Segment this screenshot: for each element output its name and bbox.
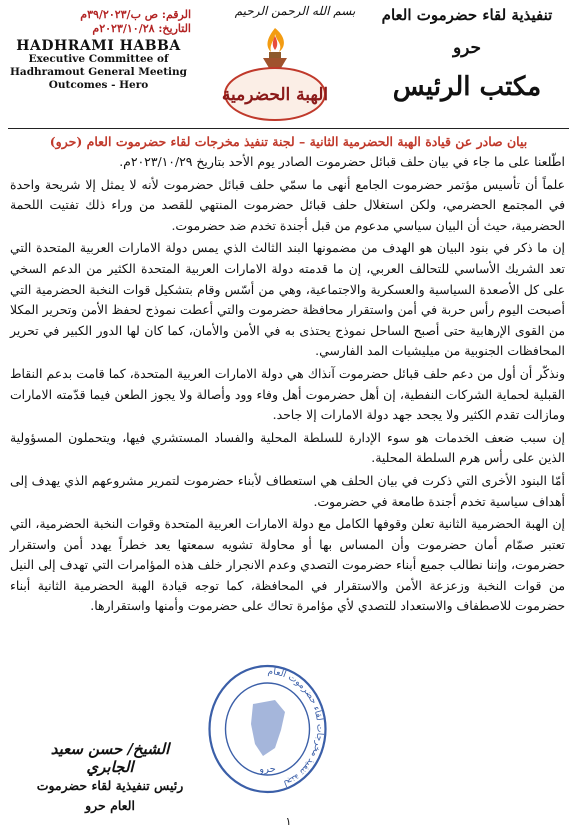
header-divider [8, 128, 569, 129]
paragraph: اطّلعنا على ما جاء في بيان حلف قبائل حضرموت الصادر يوم الأحد بتاريخ ٢٠٢٣/١٠/٢٩م. [119, 154, 565, 169]
paragraph: ونذكّر أن أول من دعم حلف قبائل حضرموت آنذاك هي دولة الامارات العربية المتحدة، كما قامت بدعم النقاط القبلية لحماية الشركات النفطية، إن أهل حضرموت أهل وفاء وود وأصالة ولا يجوز الطعن فيما قدّمته الامارات ومازالت تقدم الكثير ولا يجحد جهد دولة الامارات إلا جاحد. [10, 365, 565, 423]
statement-body [10, 152, 565, 619]
english-title: HADHRAMI HABBA [16, 38, 181, 54]
paragraph: علماً أن تأسيس مؤتمر حضرموت الجامع أنهى ما سمّي حلف قبائل حضرموت لأنه لا يمثل إلا شريحة واحدة في المجتمع الحضرمي، ولكن استغلال حلف قبائل حضرموت المنتهي للقصد من وراء ذلك تفتيت اللحمة الحضرمية، حيث أن البيان سياسي مدعوم من قبل أجندة تخدم ضد حضرموت. [10, 176, 565, 233]
paragraph: إن الهبة الحضرمية الثانية تعلن وقوفها الكامل مع دولة الامارات العربية المتحدة وقوات النخبة الحضرمية، التي تعتبر صمّام أمان حضرموت وأن المساس بها أو محاولة تشويه سمعتها يعد خطراً يهدد أمن واستقرار حضرموت، وإننا نطالب جميع أبناء حضرموت التصدي وعدم الانجرار خلف هذه المؤامرات التي تهدف إلى النيل من قوات النخبة وزعزعة الأمن والاستقرار في المحافظة، كما توجه قيادة الهبة الحضرمية الثانية أبناء حضرموت للاصطفاف والاستعداد للتصدي لأي مؤامرة تحاك على حضرموت وأمنها واستقرارها. [10, 516, 565, 614]
org-abbrev: حرو [452, 38, 482, 58]
office-name: مكتب الرئيس [392, 72, 542, 102]
signature-block [30, 740, 190, 816]
paragraph: أمّا البنود الأخرى التي ذكرت في بيان الحلف هي استعطاف لأبناء حضرموت لتمرير مشروعهم الذي يهدف إلى أهداف سياسية تخدم أجندة طامعة في حضرموت. [10, 472, 565, 509]
english-header [6, 40, 191, 92]
basmala: بسم الله الرحمن الرحيم [234, 4, 356, 18]
official-stamp [205, 660, 330, 795]
english-line-4: Outcomes - Hero [48, 79, 149, 91]
page-number: ١ [285, 815, 292, 828]
stamp-ring-text: لجنة تنفيذ مخرجات لقاء حضرموت العام [267, 666, 325, 788]
header-ref-block [6, 8, 191, 92]
ref-date: التاريخ: ٢٠٢٣/١٠/٢٨م [92, 22, 191, 35]
ref-number: الرقم: ص ب/٣٩/٢٠٢٣م [80, 8, 191, 21]
english-line-2: Executive Committee of [28, 53, 169, 65]
signatory-title-1: رئيس تنفيذية لقاء حضرموت [36, 778, 184, 793]
header-org-block [367, 6, 567, 102]
habba-logo [215, 20, 335, 125]
statement-title: بيان صادر عن قيادة الهبة الحضرمية الثانية – لجنة تنفيذ مخرجات لقاء حضرموت العام (حرو) [49, 134, 528, 149]
signatory-title-2: العام حرو [85, 798, 135, 813]
org-name: تنفيذية لقاء حضرموت العام [381, 6, 553, 24]
paragraph: إن ما ذكر في بنود البيان هو الهدف من مضمونها البند الثالث الذي يمس دولة الامارات العربية المتحدة التي تعد الشريك الأساسي للتحالف العربي، إن ما قدمته دولة الامارات العربية المتحدة الكثير من الدعم السخي على كل الأصعدة السياسية والعسكرية والاجتماعية، وهي من أسّس وقام بتشكيل قوات النخبة الحضرمية التي أصبحت اليوم رأس حربة في أمن واستقرار محافظة حضرموت والتي أعطت نموذج لحفظ الأمن وتحرير المكلا من القوى الإرهابية حتى أصبح الساحل نموذج يحتذى به في الأمن والأمان، كما كان لها الدور الكبير في تحرير المحافظات الجنوبية من ميليشيات المد الفارسي. [10, 240, 565, 359]
logo-text: الهبة الحضرمية [221, 85, 329, 105]
english-line-3: Hadhramout General Meeting [9, 66, 188, 78]
stamp-center-text: حرو [259, 764, 276, 775]
signatory-name: الشيخ/ حسن سعيد الجابري [50, 740, 170, 776]
paragraph: إن سبب ضعف الخدمات هو سوء الإدارة للسلطة المحلية والفساد المستشري فيها، ويتحملون المسؤولية الذين على رأس هرم السلطة المحلية. [10, 429, 565, 466]
